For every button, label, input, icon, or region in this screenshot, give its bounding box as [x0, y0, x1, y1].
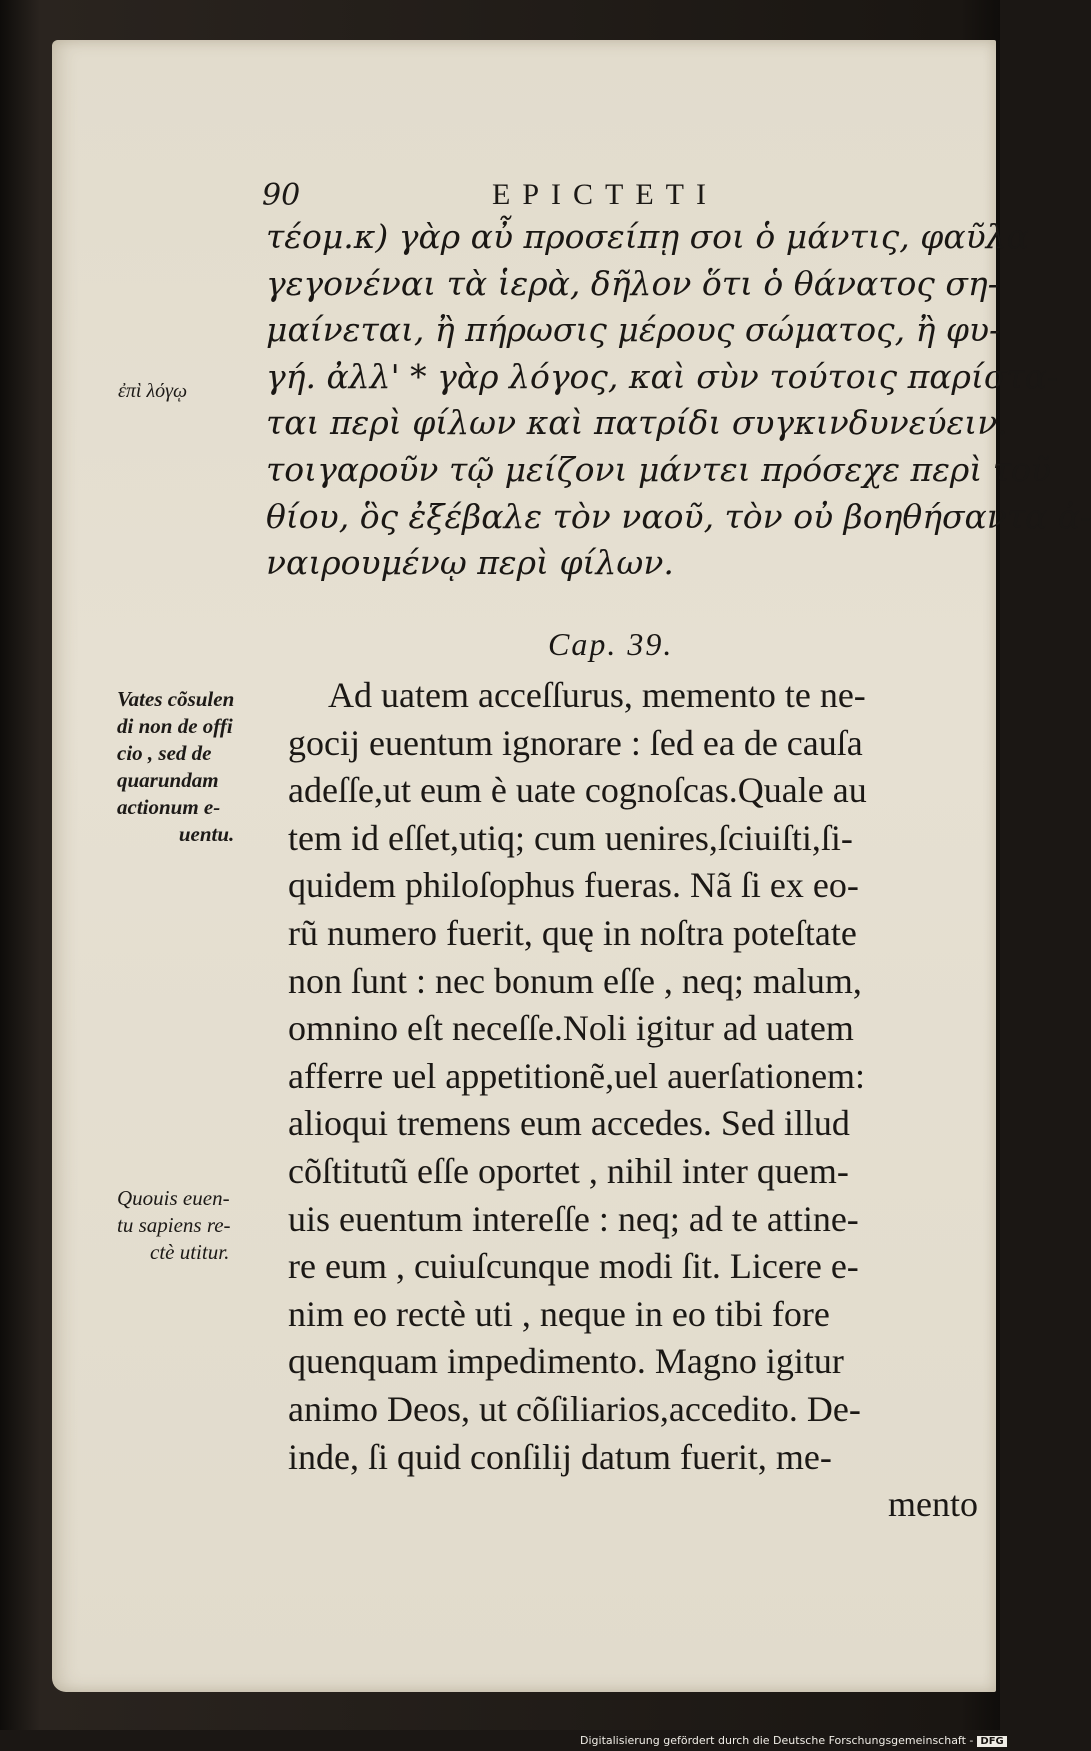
latin-line: non ſunt : nec bonum eſſe , neq; malum,	[288, 960, 862, 1001]
greek-line: τέομ.κ) γὰρ αὖ προσείπῃ σοι ὁ μάντις, φαῦλα	[266, 217, 1029, 256]
sidenote-line: di non de offi	[117, 714, 233, 738]
running-head	[262, 178, 962, 218]
latin-line: nim eo rectè uti , neque in eo tibi fore	[288, 1293, 830, 1334]
latin-line: tem id eſſet,utiq; cum uenires,ſciuiſti,ſi-	[288, 817, 853, 858]
digitization-credit	[580, 1734, 1007, 1747]
latin-line: uis euentum intereſſe : neq; ad te attine-	[288, 1198, 859, 1239]
sidenote-line: cio , sed de	[117, 741, 212, 765]
greek-line: ται περὶ φίλων καὶ πατρίδι συγκινδυνεύειν.	[266, 403, 1008, 443]
sidenote-line: quarundam	[117, 768, 219, 792]
greek-line: ναιρουμένῳ περὶ φίλων.	[266, 543, 674, 583]
sidenote-line: uentu.	[178, 822, 235, 846]
latin-line: adeſſe,ut eum è uate cognoſcas.Quale au	[288, 770, 867, 811]
greek-line: μαίνεται, ἢ πήρωσις μέρους σώματος, ἢ φυ-	[266, 310, 1001, 350]
latin-line: rũ numero fuerit, quę in noſtra poteſtate	[288, 912, 857, 953]
chapter-heading: Cap. 39.	[548, 626, 674, 662]
latin-line: gocij euentum ignorare : ſed ea de cauſa	[288, 722, 863, 763]
latin-line: alioqui tremens eum accedes. Sed illud	[288, 1103, 850, 1144]
page-number: 90	[262, 178, 301, 213]
sidenote-line: tu sapiens re-	[117, 1213, 231, 1237]
dfg-logo: DFG	[977, 1736, 1006, 1747]
sidenote-greek: ἐπὶ λόγῳ	[118, 380, 188, 402]
sidenote-line: Quouis euen-	[117, 1186, 230, 1210]
sidenote-quouis	[117, 1185, 231, 1266]
latin-line: Ad uatem acceſſurus, memento te ne-	[328, 675, 866, 715]
greek-line: γή. ἀλλ' * γὰρ λόγος, καὶ σὺν τούτοις παρίστα-	[266, 356, 1059, 396]
greek-text-block	[266, 214, 1091, 587]
sidenote-line: ctè utitur.	[150, 1240, 230, 1264]
latin-line: re eum , cuiuſcunque modi ſit. Licere e-	[288, 1246, 859, 1287]
greek-line: θίου, ὃς ἐξέβαλε τὸν ναοῦ, τὸν οὐ βοηθήσαντα ἀ-	[266, 496, 1091, 536]
book-title: EPICTETI	[492, 178, 718, 211]
credit-text: Digitalisierung gefördert durch die Deutsche Forschungsgemeinschaft -	[580, 1734, 974, 1747]
greek-line: γεγονέναι τὰ ἱερὰ, δῆλον ὅτι ὁ θάνατος ση-	[266, 263, 999, 303]
catchword: mento	[888, 1484, 978, 1525]
greek-line: τοιγαροῦν τῷ μείζονι μάντει πρόσεχε περὶ τοῦ	[266, 449, 1051, 489]
latin-line: omnino eſt neceſſe.Noli igitur ad uatem	[288, 1008, 854, 1049]
latin-line: inde, ſi quid conſilij datum fuerit, me-	[288, 1436, 832, 1477]
latin-line: quidem philoſophus fueras. Nã ſi ex eo-	[288, 865, 859, 906]
sidenote-line: Vates cõsulen	[117, 687, 235, 711]
latin-text-block	[288, 672, 988, 1529]
latin-line: quenquam impedimento. Magno igitur	[288, 1341, 844, 1382]
latin-line: afferre uel appetitionẽ,uel auerſationem:	[288, 1055, 866, 1096]
latin-line: animo Deos, ut cõſiliarios,accedito. De-	[288, 1388, 861, 1429]
sidenote-line: actionum e-	[117, 795, 221, 819]
sidenote-vates	[117, 686, 234, 848]
latin-line: cõſtitutũ eſſe oportet , nihil inter quem-	[288, 1150, 849, 1191]
